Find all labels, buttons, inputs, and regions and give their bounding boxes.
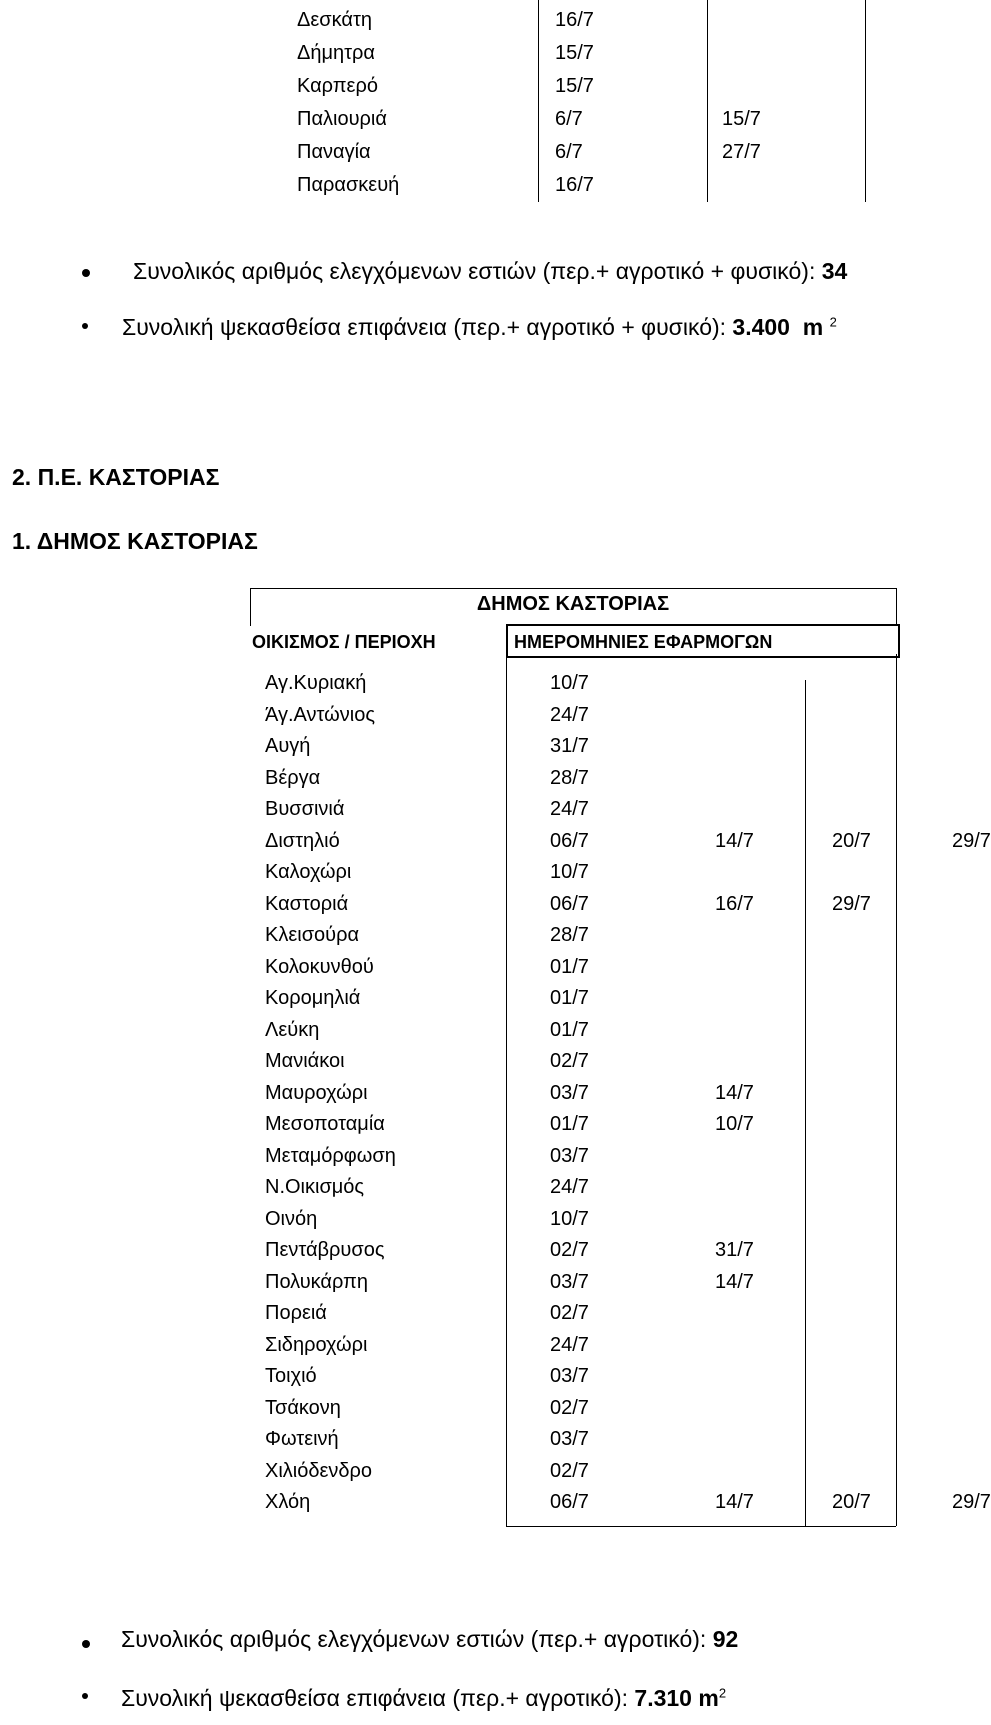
date-cell: 31/7 [715,1239,754,1261]
date-cell: 02/7 [550,1459,589,1482]
settlement-cell: Δήμητρα [297,42,375,64]
date-cell: 6/7 [555,141,583,163]
date-cell: 06/7 [550,1491,589,1513]
area-exponent: 2 [718,1685,727,1701]
date-cell: 24/7 [550,1333,589,1356]
bullet-icon [82,1640,90,1648]
date-cell: 03/7 [550,1365,589,1387]
bullet-icon [82,1693,88,1699]
settlement-cell: Παρασκευή [297,174,400,196]
settlement-cell: Μαυροχώρι [265,1081,368,1104]
settlement-cell: Σιδηροχώρι [265,1333,368,1356]
settlement-cell: Τοιχιό [265,1365,317,1387]
date-cell: 31/7 [550,735,589,757]
settlement-cell: Χιλιόδενδρο [265,1459,373,1482]
date-cell: 01/7 [550,955,589,978]
date-cell: 6/7 [555,108,583,130]
summary-label: Συνολική ψεκασθείσα επιφάνεια (περ.+ αγροτικό): [121,1685,635,1711]
date-cell: 03/7 [550,1144,589,1167]
settlement-cell: Χλόη [265,1491,311,1513]
subsection-heading: 1. ΔΗΜΟΣ ΚΑΣΤΟΡΙΑΣ [12,528,258,554]
date-cell: 03/7 [550,1081,589,1104]
settlement-cell: Αγ.Κυριακή [265,672,367,694]
date-cell: 03/7 [550,1428,589,1450]
settlement-cell: Φωτεινή [265,1428,339,1450]
settlement-cell: Λεύκη [265,1018,320,1041]
date-cell: 03/7 [550,1270,589,1293]
settlement-cell: Μεσοποταμία [265,1113,385,1135]
date-cell: 10/7 [550,1207,589,1230]
settlement-cell: Άγ.Αντώνιος [265,703,375,726]
date-cell: 24/7 [550,703,589,726]
date-cell: 29/7 [952,829,991,852]
date-cell: 06/7 [550,829,589,852]
summary-label: Συνολικός αριθμός ελεγχόμενων εστιών (περ.+ αγροτικό): [121,1626,713,1652]
settlement-cell: Ν.Οικισμός [265,1176,365,1198]
date-cell: 28/7 [550,766,589,789]
settlement-cell: Παναγία [297,141,371,163]
settlement-cell: Πορειά [265,1302,327,1324]
summary-label: Συνολική ψεκασθείσα επιφάνεια (περ.+ αγροτικό + φυσικό): [122,314,733,340]
date-cell: 15/7 [555,75,594,97]
bullet-icon [82,323,88,329]
date-cell: 14/7 [715,829,754,852]
date-cell: 24/7 [550,798,589,820]
date-cell: 16/7 [715,892,754,915]
date-cell: 16/7 [555,9,594,31]
settlement-cell: Καρπερό [297,75,378,97]
date-cell: 10/7 [715,1113,754,1135]
summary-value: 7.310 [634,1685,692,1711]
date-cell: 27/7 [722,141,761,163]
settlement-cell: Καλοχώρι [265,861,352,883]
settlement-cell: Παλιουριά [297,108,387,130]
settlement-cell: Κολοκυνθού [265,955,374,978]
settlement-cell: Καστοριά [265,892,349,915]
settlement-cell: Κορομηλιά [265,987,361,1009]
summary-value: 3.400 [732,314,790,340]
area-unit: m [802,314,824,340]
settlement-cell: Τσάκονη [265,1396,341,1419]
date-cell: 28/7 [550,924,589,946]
settlement-cell: Μανιάκοι [265,1050,345,1072]
date-cell: 10/7 [550,672,589,694]
date-cell: 02/7 [550,1239,589,1261]
settlement-cell: Βυσσινιά [265,798,345,820]
header-col-settlement: ΟΙΚΙΣΜΟΣ / ΠΕΡΙΟΧΗ [252,632,436,652]
date-cell: 14/7 [715,1270,754,1293]
summary-value: 92 [712,1626,739,1652]
area-unit: m [698,1685,719,1711]
date-cell: 14/7 [715,1081,754,1104]
date-cell: 01/7 [550,1113,589,1135]
date-cell: 02/7 [550,1050,589,1072]
date-cell: 29/7 [952,1491,991,1513]
settlement-cell: Αυγή [265,735,311,757]
summary-value: 34 [821,258,848,284]
settlement-cell: Πολυκάρπη [265,1270,368,1293]
date-cell: 15/7 [722,108,761,130]
section-heading: 2. Π.Ε. ΚΑΣΤΟΡΙΑΣ [12,464,220,490]
date-cell: 29/7 [832,892,871,915]
date-cell: 20/7 [832,829,871,852]
settlement-cell: Διστηλιό [265,829,340,852]
bullet-icon [82,269,90,277]
date-cell: 16/7 [555,174,594,196]
date-cell: 01/7 [550,987,589,1009]
area-exponent: 2 [829,314,837,330]
settlement-cell: Δεσκάτη [297,9,372,31]
date-cell: 20/7 [832,1491,871,1513]
date-cell: 14/7 [715,1491,754,1513]
date-cell: 15/7 [555,42,594,64]
date-cell: 02/7 [550,1396,589,1419]
settlement-cell: Μεταμόρφωση [265,1144,396,1167]
settlement-cell: Οινόη [265,1207,318,1230]
summary-label: Συνολικός αριθμός ελεγχόμενων εστιών (περ.+ αγροτικό + φυσικό): [133,258,822,284]
table-title: ΔΗΜΟΣ ΚΑΣΤΟΡΙΑΣ [476,593,670,615]
date-cell: 24/7 [550,1176,589,1198]
header-col-dates: ΗΜΕΡΟΜΗΝΙΕΣ ΕΦΑΡΜΟΓΩΝ [514,632,773,652]
date-cell: 06/7 [550,892,589,915]
settlement-cell: Πεντάβρυσος [265,1239,385,1261]
settlement-cell: Βέργα [265,766,321,789]
settlement-cell: Κλεισούρα [265,924,360,946]
date-cell: 02/7 [550,1302,589,1324]
date-cell: 10/7 [550,861,589,883]
date-cell: 01/7 [550,1018,589,1041]
